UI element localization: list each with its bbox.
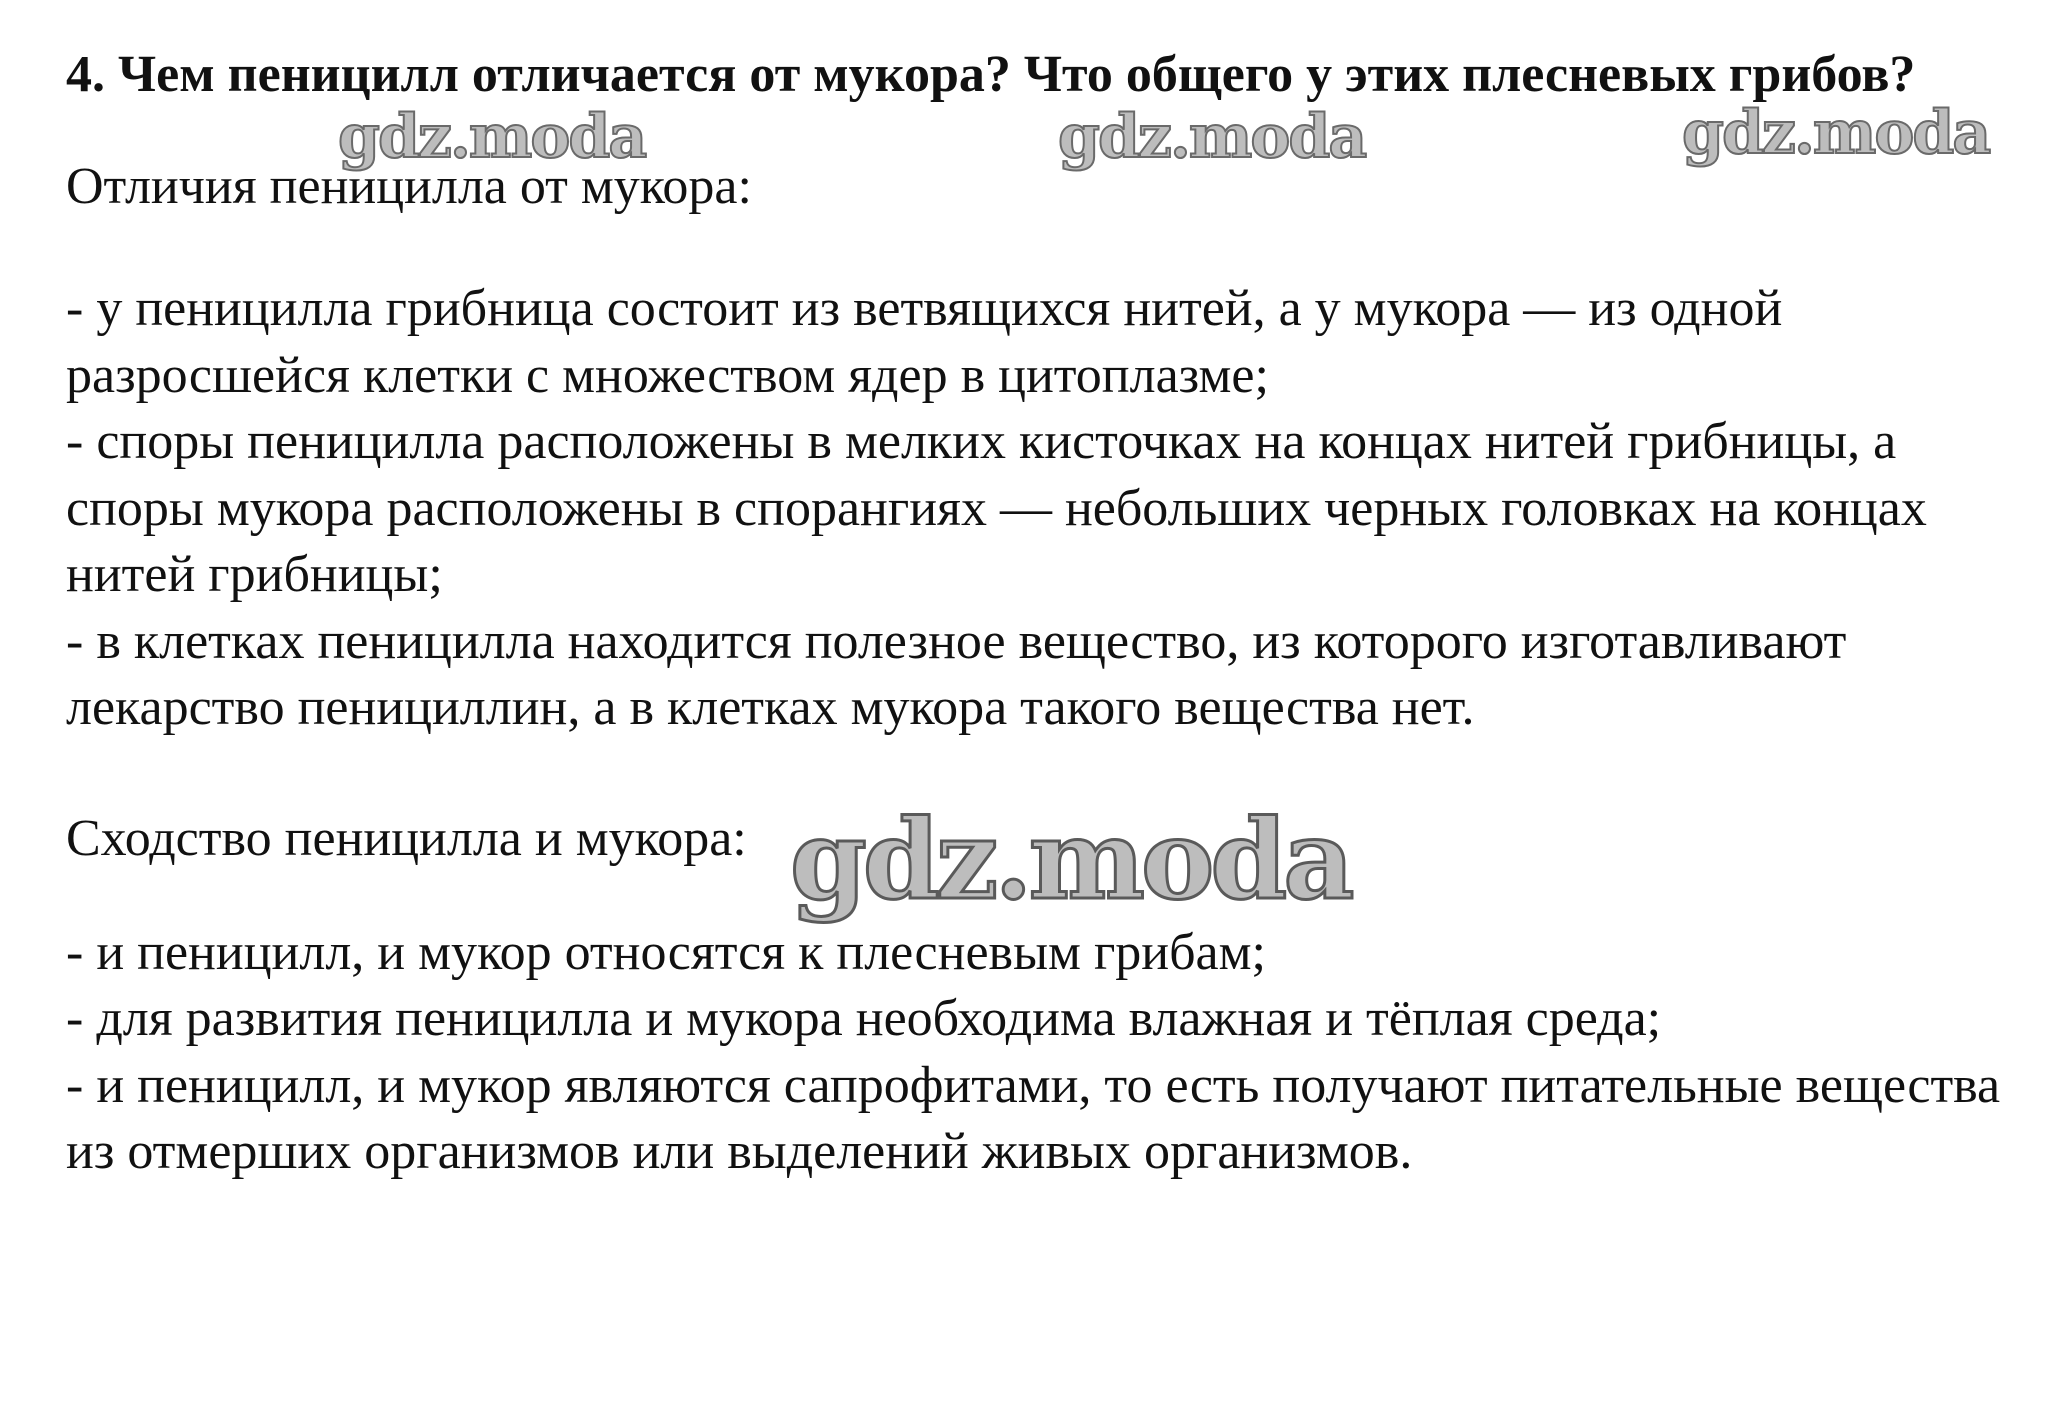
watermark: gdz.moda [1058, 102, 1366, 172]
similarities-list [66, 920, 2026, 1186]
list-item: - и пеницилл, и мукор относятся к плесневым грибам; [66, 923, 1266, 981]
differences-list [66, 276, 2026, 742]
list-item: - споры пеницилла расположены в мелких кисточках на концах нитей грибницы, а споры мукора расположены в спорангиях — небольших черных головках на концах нитей грибницы; [66, 413, 1927, 603]
differences-title: Отличия пеницилла от мукора: [66, 158, 752, 215]
watermark: gdz.moda [790, 795, 1351, 924]
list-item: - в клетках пеницилла находится полезное вещество, из которого изготавливают лекарство пенициллин, а в клетках мукора такого вещества нет. [66, 612, 1847, 736]
similarities-title: Сходство пеницилла и мукора: [66, 809, 747, 867]
question-heading: 4. Чем пеницилл отличается от мукора? Что общего у этих плесневых грибов? [66, 46, 1916, 103]
watermark: gdz.moda [1682, 98, 1990, 168]
watermark: gdz.moda [338, 102, 646, 172]
list-item: - и пеницилл, и мукор являются сапрофитами, то есть получают питательные вещества из отмерших организмов или выделений живых организмов. [66, 1056, 2001, 1180]
document-page [66, 44, 2026, 1186]
list-item: - у пеницилла грибница состоит из ветвящихся нитей, а у мукора — из одной разросшейся клетки с множеством ядер в цитоплазме; [66, 280, 1783, 404]
list-item: - для развития пеницилла и мукора необходима влажная и тёплая среда; [66, 990, 1662, 1047]
